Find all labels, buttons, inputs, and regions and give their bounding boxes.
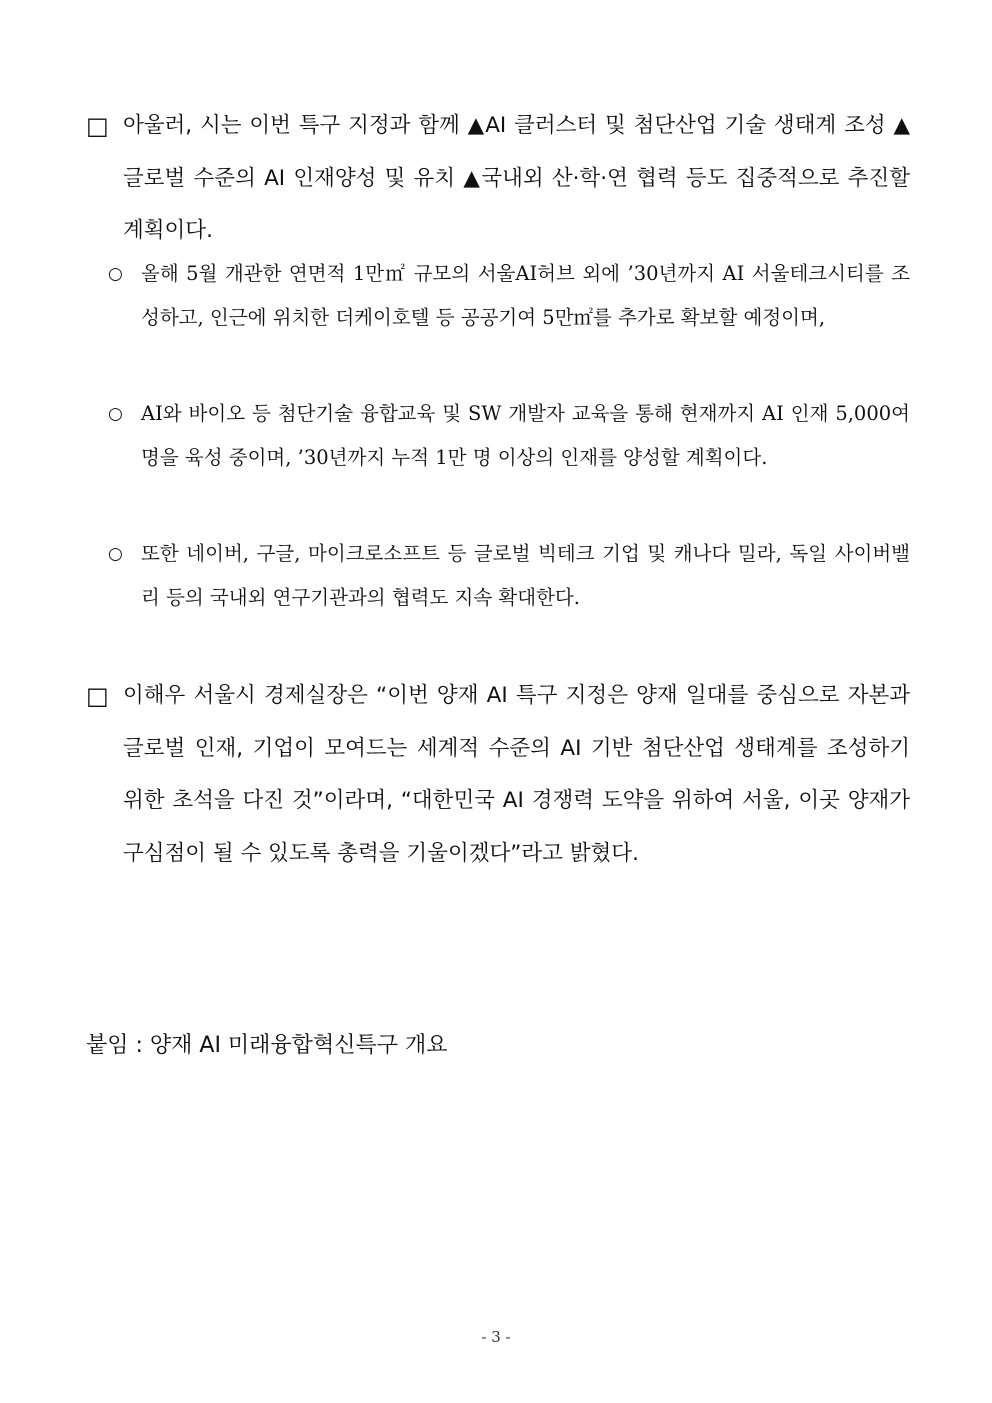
paragraph-official-quote: [86, 670, 910, 880]
paragraph-text: 이해우 서울시 경제실장은 “이번 양재 AI 특구 지정은 양재 일대를 중심으로 자본과 글로벌 인재, 기업이 모여드는 세계적 수준의 AI 기반 첨단산업 생태계를 조성하기 위한 초석을 다진 것”이라며, “대한민국 AI 경쟁력 도약을 위하여 서울, 이곳 양재가 구심점이 될 수 있도록 총력을 기울이겠다”라고 밝혔다.: [123, 683, 910, 866]
circle-bullet-icon: ○: [108, 264, 123, 284]
circle-bullet-icon: ○: [108, 404, 123, 424]
paragraph-text: 아울러, 시는 이번 특구 지정과 함께 ▲AI 클러스터 및 첨단산업 기술 생태계 조성 ▲글로벌 수준의 AI 인재양성 및 유치 ▲국내외 산·학·연 협력 등도 집중적으로 추진할 계획이다.: [123, 113, 910, 243]
circle-bullet-icon: ○: [108, 544, 123, 564]
sub-item-text: 올해 5월 개관한 연면적 1만㎡ 규모의 서울AI허브 외에 ’30년까지 AI 서울테크시티를 조성하고, 인근에 위치한 더케이호텔 등 공공기여 5만㎡를 추가로 확보할 예정이며,: [141, 262, 910, 329]
sub-item-text: 또한 네이버, 구글, 마이크로소프트 등 글로벌 빅테크 기업 및 캐나다 밀라, 독일 사이버밸리 등의 국내외 연구기관과의 협력도 지속 확대한다.: [141, 542, 910, 609]
sub-item-text: AI와 바이오 등 첨단기술 융합교육 및 SW 개발자 교육을 통해 현재까지 AI 인재 5,000여 명을 육성 중이며, ’30년까지 누적 1만 명 이상의 인재를 양성할 계획이다.: [141, 402, 910, 469]
checkbox-square-icon: □: [86, 112, 109, 140]
sub-item-global-cooperation: [108, 532, 910, 620]
sub-item-ai-talent: [108, 392, 910, 480]
page-number: - 3 -: [481, 1328, 511, 1346]
paragraph-ai-cluster-plan: [86, 100, 910, 258]
checkbox-square-icon: □: [86, 682, 109, 710]
attachment-note: 붙임 : 양재 AI 미래융합혁신특구 개요: [86, 1033, 448, 1058]
sub-item-seoul-ai-hub: [108, 252, 910, 340]
